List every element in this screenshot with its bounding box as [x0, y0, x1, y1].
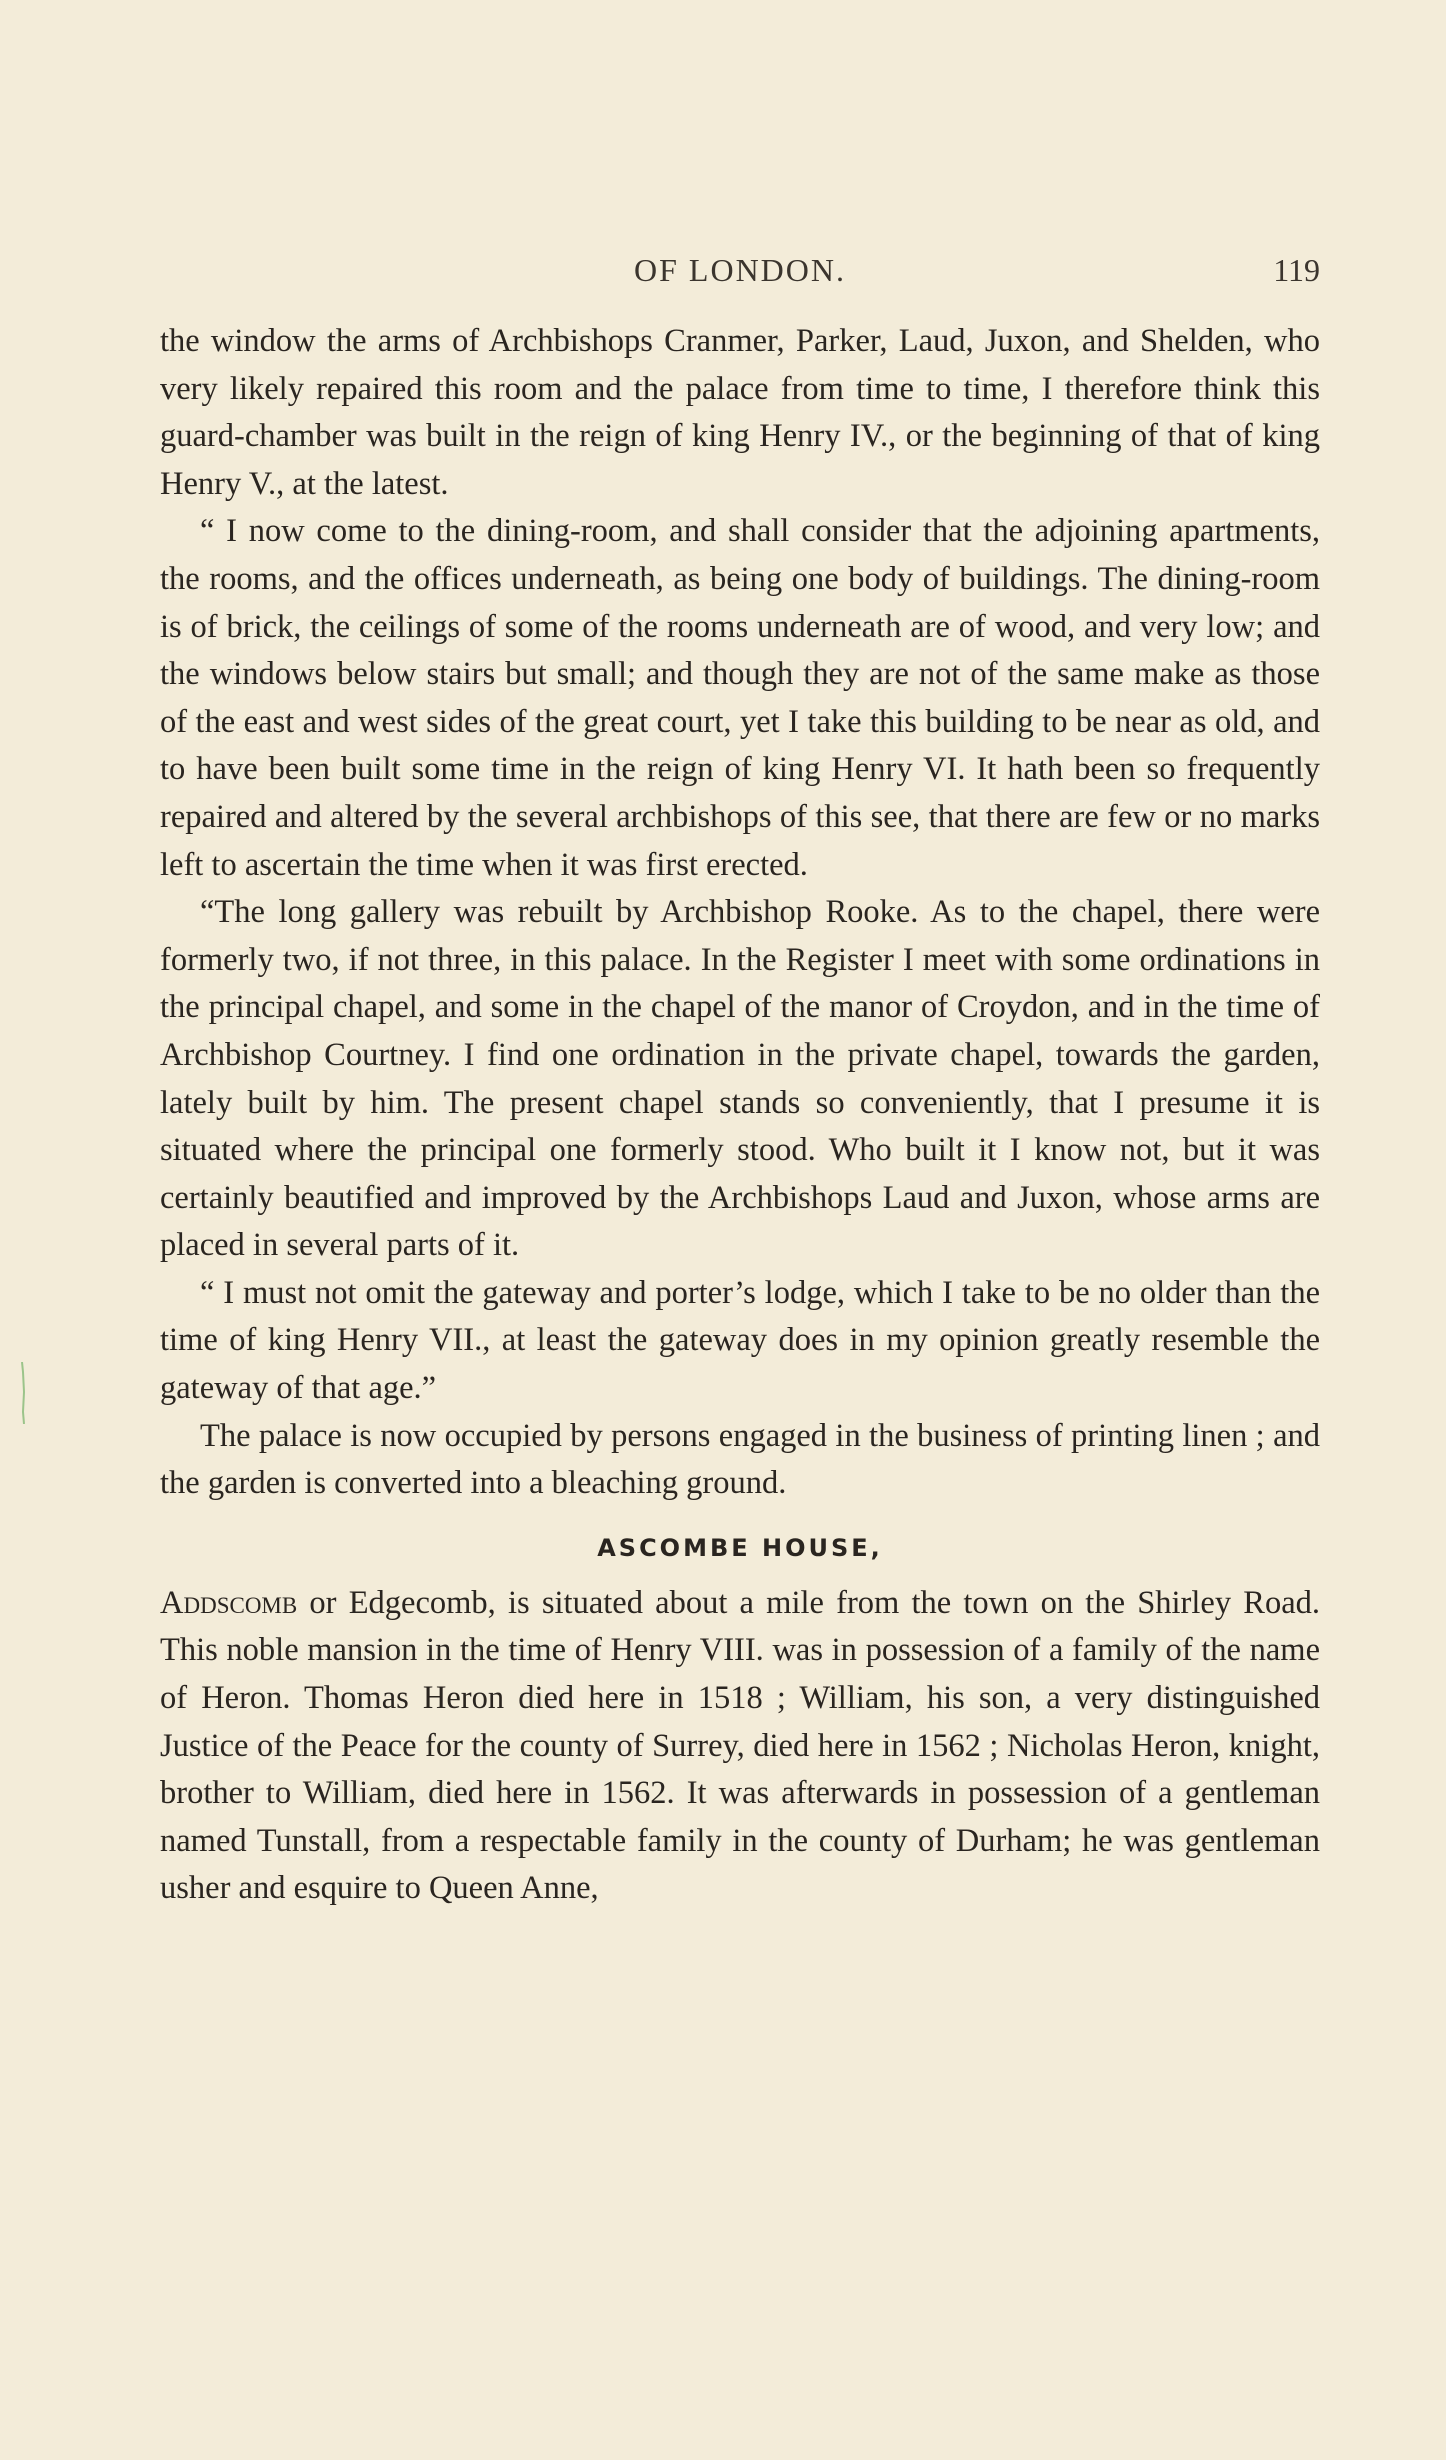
running-head: OF LONDON. — [634, 252, 846, 288]
paragraph-2: “ I now come to the dining-room, and shall consider that the adjoining apartments, the rooms, and the offices underneath, as being one body of buildings. The dining-room is of brick, the ceilings of some of the rooms underneath are of wood, and very low; and the windows below stairs but small; and though they are not of the same make as those of the east and west sides of the great court, yet I take this building to be near as old, and to have been built some time in the reign of king Henry VI. It hath been so frequently repaired and altered by the several archbishops of this see, that there are few or no marks left to ascertain the time when it was first erected. — [160, 513, 1320, 883]
section-paragraph — [160, 1580, 1320, 1913]
paragraph-1: the window the arms of Archbishops Cranmer, Parker, Laud, Juxon, and Shelden, who very likely repaired this room and the palace from time to time, I therefore think this guard-chamber was built in the reign of king Henry IV., or the beginning of that of king Henry V., at the latest. — [160, 323, 1320, 502]
section-lead-word: Addscomb — [160, 1584, 298, 1621]
margin-mark — [20, 1362, 26, 1424]
body-text — [160, 318, 1320, 1913]
paragraph-4: “ I must not omit the gateway and porter’s lodge, which I take to be no older than the time of king Henry VII., at least the gateway does in my opinion greatly resemble the gateway of that age.” — [160, 1274, 1320, 1407]
margin-mark-icon — [20, 1362, 26, 1424]
section-heading: ASCOMBE HOUSE, — [597, 1533, 883, 1562]
section-text: or Edgecomb, is situated about a mile from the town on the Shirley Road. This noble mansion in the time of Henry VIII. was in possession of a family of the name of Heron. Thomas Heron died here in 1518 ; William, his son, a very distinguished Justice of the Peace for the county of Surrey, died here in 1562 ; Nicholas Heron, knight, brother to William, died here in 1562. It was afterwards in possession of a gentleman named Tunstall, from a respectable family in the county of Durham; he was gentleman usher and esquire to Queen Anne, — [160, 1584, 1320, 1907]
page-header — [160, 252, 1320, 302]
paragraph-5: The palace is now occupied by persons engaged in the business of printing linen ; and the garden is converted into a bleaching ground. — [160, 1417, 1320, 1502]
page-number: 119 — [1273, 252, 1320, 288]
paragraph-3: “The long gallery was rebuilt by Archbishop Rooke. As to the chapel, there were formerly two, if not three, in this palace. In the Register I meet with some ordinations in the principal chapel, and some in the chapel of the manor of Croydon, and in the time of Archbishop Courtney. I find one ordination in the private chapel, towards the garden, lately built by him. The present chapel stands so conveniently, that I presume it is situated where the principal one formerly stood. Who built it I know not, but it was certainly beautified and improved by the Archbishops Laud and Juxon, whose arms are placed in several parts of it. — [160, 894, 1320, 1264]
